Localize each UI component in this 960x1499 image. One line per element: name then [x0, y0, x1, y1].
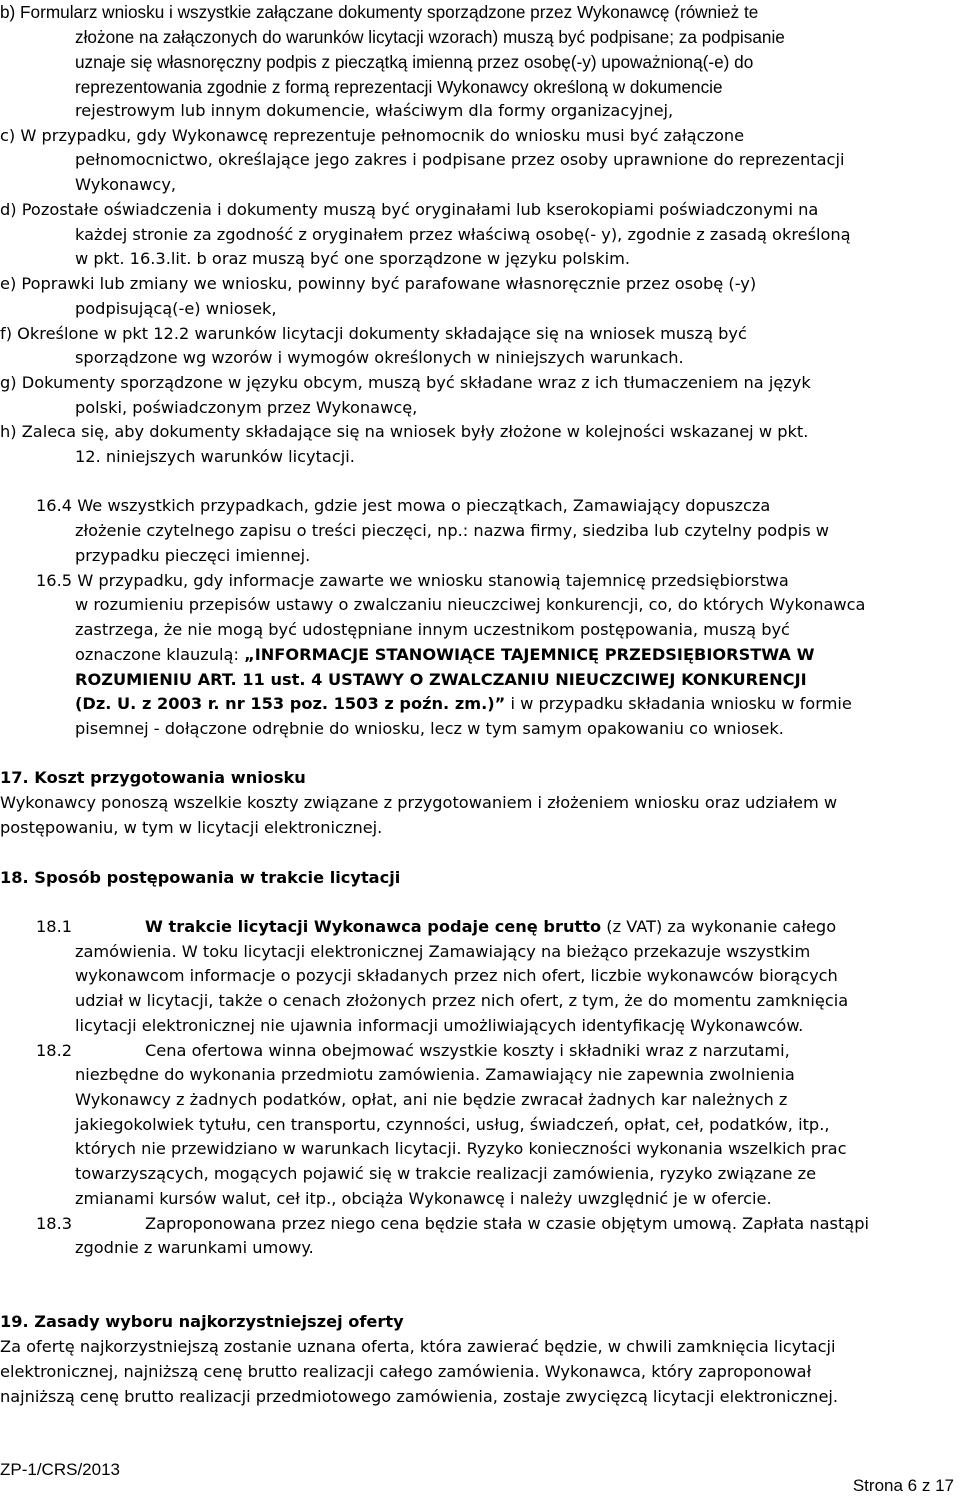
list-line: pełnomocnictwo, określające jego zakres i podpisane przez osoby uprawnione do reprezentacji	[75, 150, 845, 169]
list-line: g) Dokumenty sporządzone w języku obcym, muszą być składane wraz z ich tłumaczeniem na język	[0, 373, 811, 392]
list-item-b-line: uznaje się własnoręczny podpis z pieczątką imienną przez osobę(-y) upoważnioną(-e) do	[75, 52, 754, 72]
list-item-b-line: rejestrowym lub innym dokumencie, właściwym dla formy organizacyjnej,	[75, 101, 674, 120]
page-current: 6	[907, 1476, 918, 1495]
list-item-b-line: złożone na załączonych do warunków licytacji wzorach) muszą być podpisane; za podpisanie	[75, 27, 785, 47]
klauzula-line-2	[75, 668, 807, 693]
section-17-text: postępowaniu, w tym w licytacji elektronicznej.	[0, 818, 383, 837]
page-number	[853, 1476, 954, 1496]
point-18-2-line: towarzyszących, mogących pojawić się w trakcie realizacji zamówienia, ryzyko związane ze	[75, 1164, 817, 1183]
list-line: 12. niniejszych warunków licytacji.	[75, 447, 355, 466]
point-18-2-number: 18.2	[36, 1041, 73, 1060]
point-18-1-line: wykonawcom informacje o pozycji składanych przez nich ofert, liczbie wykonawców biorących	[75, 966, 838, 985]
point-18-3-line: zgodnie z warunkami umowy.	[75, 1238, 314, 1257]
list-line: w pkt. 16.3.lit. b oraz muszą być one sporządzone w języku polskim.	[75, 249, 631, 268]
klauzula-prefix: oznaczone klauzulą:	[75, 645, 245, 664]
list-item-b-line: b) Formularz wniosku i wszystkie załączane dokumenty sporządzone przez Wykonawcę (również te	[0, 2, 759, 22]
point-18-1-rest: (z VAT) za wykonanie całego	[601, 917, 837, 936]
point-18-1-bold: W trakcie licytacji Wykonawca podaje cenę brutto	[145, 917, 602, 936]
list-line: przypadku pieczęci imiennej.	[75, 546, 311, 565]
list-line: h) Zaleca się, aby dokumenty składające się na wniosek były złożone w kolejności wskazanej w pkt.	[0, 422, 809, 441]
section-19-text: najniższą cenę brutto realizacji przedmiotowego zamówienia, zostaje zwycięzcą licytacji elektronicznej.	[0, 1387, 839, 1406]
section-19-text: elektronicznej, najniższą cenę brutto realizacji całego zamówienia. Wykonawca, który zaproponował	[0, 1362, 812, 1381]
list-line: w rozumieniu przepisów ustawy o zwalczaniu nieuczciwej konkurencji, co, do których Wykonawca	[75, 595, 866, 614]
section-19-title: 19. Zasady wyboru najkorzystniejszej oferty	[0, 1312, 404, 1331]
list-line: 16.5 W przypadku, gdy informacje zawarte we wniosku stanowią tajemnicę przedsiębiorstwa	[36, 571, 789, 590]
point-18-2-first-line: Cena ofertowa winna obejmować wszystkie koszty i składniki wraz z narzutami,	[145, 1041, 790, 1060]
klauzula-line-4: pisemnej - dołączone odrębnie do wniosku, lecz w tym samym opakowaniu co wniosek.	[75, 719, 784, 738]
point-18-1-line: zamówienia. W toku licytacji elektronicznej Zamawiający na bieżąco przekazuje wszystkim	[75, 942, 811, 961]
list-line: polski, poświadczonym przez Wykonawcę,	[75, 398, 418, 417]
klauzula-bold-1: „INFORMACJE STANOWIĄCE TAJEMNICĘ PRZEDSIĘBIORSTWA W	[244, 645, 815, 664]
klauzula-bold-2: ROZUMIENIU ART. 11 ust. 4 USTAWY O ZWALCZANIU NIEUCZCIWEJ KONKURENCJI	[75, 670, 807, 689]
list-item-b-line: reprezentowania zgodnie z formą reprezentacji Wykonawcy określoną w dokumencie	[75, 77, 723, 97]
list-line: podpisującą(-e) wniosek,	[75, 299, 277, 318]
point-18-1-number: 18.1	[36, 917, 73, 936]
list-line: sporządzone wg wzorów i wymogów określonych w niniejszych warunkach.	[75, 348, 684, 367]
point-18-2-line: niezbędne do wykonania przedmiotu zamówienia. Zamawiający nie zapewnia zwolnienia	[75, 1065, 795, 1084]
list-line: e) Poprawki lub zmiany we wniosku, powinny być parafowane własnoręcznie przez osobę (-y)	[0, 274, 757, 293]
section-17-text: Wykonawcy ponoszą wszelkie koszty związane z przygotowaniem i złożeniem wniosku oraz udziałem w	[0, 793, 838, 812]
list-line: d) Pozostałe oświadczenia i dokumenty muszą być oryginałami lub kserokopiami poświadczonymi na	[0, 200, 819, 219]
point-18-2-line: zmianami kursów walut, ceł itp., obciąża Wykonawcę i należy uwzględnić je w ofercie.	[75, 1189, 772, 1208]
point-18-2-line: których nie przewidziano w warunkach licytacji. Ryzyko konieczności wykonania wszelkich prac	[75, 1139, 847, 1158]
point-18-1-line: udział w licytacji, także o cenach złożonych przez nich ofert, z tym, że do momentu zamknięcia	[75, 991, 849, 1010]
page-separator: z	[917, 1476, 936, 1495]
klauzula-line-1	[75, 643, 814, 668]
point-18-2-line: jakiegokolwiek tytułu, cen transportu, czynności, usług, świadczeń, opłat, ceł, podatków, itp.,	[75, 1115, 830, 1134]
section-17-title: 17. Koszt przygotowania wniosku	[0, 768, 306, 787]
section-19-text: Za ofertę najkorzystniejszą zostanie uznana oferta, która zawierać będzie, w chwili zamknięcia licytacji	[0, 1337, 836, 1356]
point-18-1-line: licytacji elektronicznej nie ujawnia informacji umożliwiających identyfikację Wykonawców.	[75, 1016, 804, 1035]
point-18-1-first-line	[145, 915, 836, 940]
point-18-3-first-line: Zaproponowana przez niego cena będzie stała w czasie objętym umową. Zapłata nastąpi	[145, 1214, 870, 1233]
klauzula-bold-3: (Dz. U. z 2003 r. nr 153 poz. 1503 z poźn. zm.)”	[75, 694, 506, 713]
point-18-3-number: 18.3	[36, 1214, 73, 1233]
list-line: zastrzega, że nie mogą być udostępniane innym uczestnikom postępowania, muszą być	[75, 620, 790, 639]
klauzula-line-3	[75, 692, 852, 717]
document-code: ZP-1/CRS/2013	[0, 1460, 120, 1479]
point-18-2-line: Wykonawcy z żadnych podatków, opłat, ani nie będzie zwracał żadnych kar należnych z	[75, 1090, 788, 1109]
list-line: c) W przypadku, gdy Wykonawcę reprezentuje pełnomocnik do wniosku musi być załączone	[0, 126, 745, 145]
list-line: f) Określone w pkt 12.2 warunków licytacji dokumenty składające się na wniosek muszą być	[0, 324, 747, 343]
list-line: złożenie czytelnego zapisu o treści pieczęci, np.: nazwa firmy, siedziba lub czytelny podpis w	[75, 521, 830, 540]
list-line: Wykonawcy,	[75, 175, 177, 194]
section-18-title: 18. Sposób postępowania w trakcie licytacji	[0, 868, 401, 887]
page-total: 17	[935, 1476, 954, 1495]
page-label: Strona	[852, 1476, 908, 1495]
klauzula-rest: i w przypadku składania wniosku w formie	[505, 694, 852, 713]
list-line: 16.4 We wszystkich przypadkach, gdzie jest mowa o pieczątkach, Zamawiający dopuszcza	[36, 496, 771, 515]
list-line: każdej stronie za zgodność z oryginałem przez właściwą osobę(- y), zgodnie z zasadą określoną	[75, 225, 851, 244]
